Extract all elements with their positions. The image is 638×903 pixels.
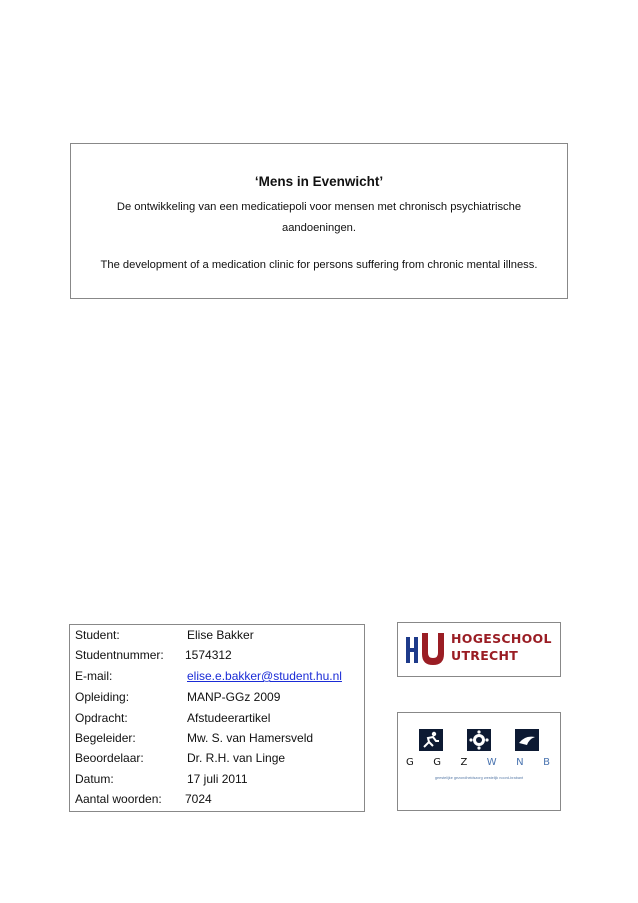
info-label: Datum:	[75, 772, 114, 786]
ggz-wnb-logo	[397, 712, 561, 811]
info-value: Elise Bakker	[187, 628, 254, 642]
info-label: Beoordelaar:	[75, 751, 144, 765]
info-value: MANP-GGz 2009	[187, 690, 281, 704]
bird-icon	[515, 729, 539, 751]
ggz-letter: W	[486, 757, 499, 768]
hu-line2: UTRECHT	[451, 648, 519, 663]
info-label: Opdracht:	[75, 711, 128, 725]
info-label: Studentnummer:	[75, 648, 164, 662]
info-label: Aantal woorden:	[75, 792, 162, 806]
ggz-letter: B	[543, 757, 552, 768]
info-value: Mw. S. van Hamersveld	[187, 731, 314, 745]
ggz-letter: G	[406, 757, 416, 768]
ggz-icon-row	[419, 729, 539, 751]
hu-icon	[404, 629, 444, 669]
info-value: 7024	[185, 792, 212, 806]
document-title: ‘Mens in Evenwicht’	[254, 174, 384, 189]
hu-wordmark	[451, 630, 552, 664]
info-value: 1574312	[185, 648, 232, 662]
ggz-tagline: geestelijke gezondheidszorg westelijk noord-brabant	[434, 776, 524, 780]
info-label: Begeleider:	[75, 731, 136, 745]
info-value: 17 juli 2011	[187, 772, 248, 786]
hu-line1: HOGESCHOOL	[451, 631, 552, 646]
info-value: Afstudeerartikel	[187, 711, 271, 725]
ggz-letter: Z	[460, 757, 470, 768]
student-info-box	[69, 624, 365, 812]
info-label: Opleiding:	[75, 690, 130, 704]
ggz-letter: N	[516, 757, 526, 768]
title-box	[70, 143, 568, 299]
ggz-letter: G	[433, 757, 443, 768]
hogeschool-utrecht-logo	[397, 622, 561, 677]
email-link[interactable]: elise.e.bakker@student.hu.nl	[187, 669, 342, 683]
ggz-wordmark	[406, 757, 552, 768]
runner-icon	[419, 729, 443, 751]
info-label: Student:	[75, 628, 120, 642]
subtitle-english: The development of a medication clinic for persons suffering from chronic mental illness.	[100, 259, 538, 271]
subtitle-dutch: De ontwikkeling van een medicatiepoli voor mensen met chronisch psychiatrische aandoeningen.	[116, 201, 522, 234]
info-value: Dr. R.H. van Linge	[187, 751, 286, 765]
sun-flower-icon	[467, 729, 491, 751]
info-label: E-mail:	[75, 669, 113, 683]
